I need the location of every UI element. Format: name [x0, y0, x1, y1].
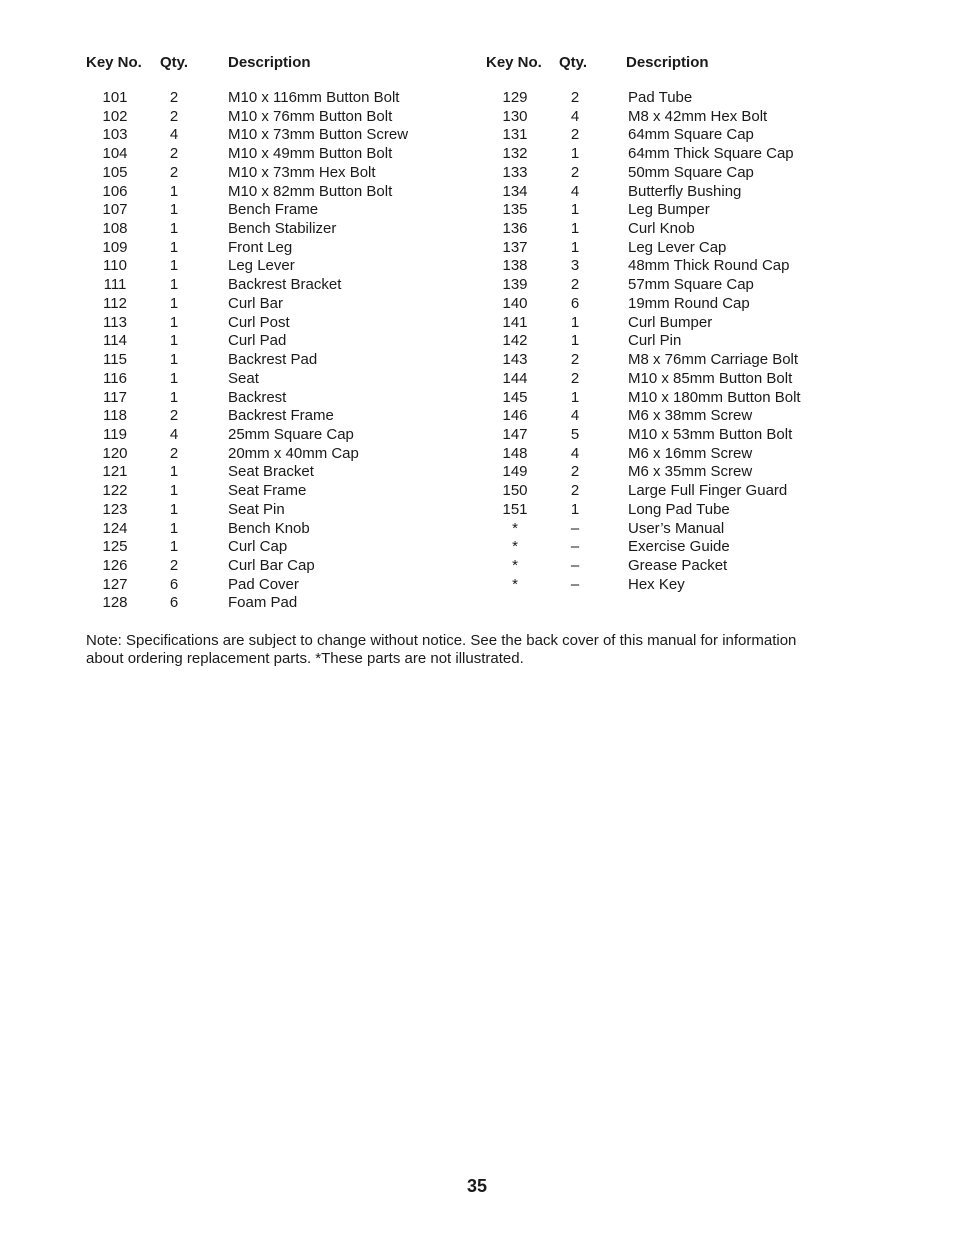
qty-cell: 1	[169, 482, 179, 500]
qty-cell: 1	[570, 313, 580, 331]
description-cell: Leg Lever Cap	[628, 238, 727, 256]
key-no-cell: 125	[102, 538, 128, 556]
key-no-cell: 109	[102, 238, 128, 256]
qty-cell: 6	[169, 594, 179, 612]
description-cell: Bench Knob	[228, 519, 310, 537]
qty-cell: 2	[169, 407, 179, 425]
key-no-cell: 108	[102, 220, 128, 238]
table-row	[86, 108, 486, 127]
description-cell: Curl Bar	[228, 294, 284, 312]
qty-cell: 1	[169, 201, 179, 219]
table-row	[86, 407, 486, 426]
table-row	[486, 501, 886, 520]
qty-cell: 2	[570, 351, 580, 369]
table-row	[486, 351, 886, 370]
qty-cell: 4	[169, 425, 179, 443]
table-row	[486, 426, 886, 445]
header-key-no: Key No.	[86, 54, 142, 71]
qty-cell: 2	[169, 163, 179, 181]
key-no-cell: 113	[103, 313, 127, 331]
table-row	[86, 201, 486, 220]
description-cell: Curl Pad	[228, 332, 287, 350]
table-row	[86, 426, 486, 445]
qty-cell: 2	[570, 126, 580, 144]
key-no-cell: 126	[102, 556, 128, 574]
key-no-cell: 122	[102, 482, 128, 500]
description-cell: Curl Pin	[628, 332, 682, 350]
table-row	[486, 145, 886, 164]
table-row	[86, 126, 486, 145]
table-row	[86, 389, 486, 408]
qty-cell: 6	[169, 575, 179, 593]
description-cell: M6 x 35mm Screw	[628, 463, 753, 481]
qty-cell: 1	[169, 519, 179, 537]
description-cell: 19mm Round Cap	[628, 294, 750, 312]
note-line-1: Note: Specifications are subject to change without notice. See the back cover of this manual for information	[86, 632, 797, 649]
key-no-cell: *	[512, 538, 518, 556]
table-row	[86, 145, 486, 164]
table-row	[86, 594, 486, 613]
key-no-cell: 135	[502, 201, 528, 219]
parts-list-left	[86, 54, 486, 612]
key-no-cell: 131	[502, 126, 528, 144]
description-cell: Leg Lever	[228, 257, 295, 275]
qty-cell: 2	[169, 89, 179, 106]
description-cell: M10 x 73mm Button Screw	[228, 126, 409, 144]
table-row	[86, 257, 486, 276]
qty-cell: 6	[570, 294, 580, 312]
key-no-cell: 133	[502, 163, 528, 181]
key-no-cell: 132	[502, 145, 528, 163]
table-row	[486, 482, 886, 501]
qty-cell: 2	[570, 276, 580, 294]
table-row	[86, 370, 486, 389]
qty-cell: 1	[169, 220, 179, 238]
description-cell: User’s Manual	[628, 519, 725, 537]
header-description: Description	[626, 54, 709, 71]
table-row	[486, 314, 886, 333]
key-no-cell: 106	[102, 182, 128, 200]
description-cell: 25mm Square Cap	[228, 425, 354, 443]
key-no-cell: 127	[102, 575, 128, 593]
key-no-cell: 136	[502, 220, 528, 238]
key-no-cell: 149	[502, 463, 528, 481]
description-cell: Curl Bar Cap	[228, 556, 315, 574]
description-cell: M10 x 76mm Button Bolt	[228, 107, 393, 125]
header-key-no: Key No.	[486, 54, 542, 71]
qty-cell: 1	[570, 388, 580, 406]
qty-cell: 3	[570, 257, 580, 275]
page-number: 35	[466, 1176, 488, 1196]
key-no-cell: 102	[102, 107, 128, 125]
description-cell: M8 x 76mm Carriage Bolt	[628, 351, 799, 369]
header-qty: Qty.	[160, 54, 189, 71]
key-no-cell: 120	[102, 444, 128, 462]
table-row	[486, 463, 886, 482]
key-no-cell: 148	[502, 444, 528, 462]
description-cell: Exercise Guide	[628, 538, 730, 556]
table-row	[486, 239, 886, 258]
parts-list-right	[486, 54, 886, 593]
header-description: Description	[228, 54, 311, 71]
qty-cell: 1	[169, 182, 179, 200]
qty-cell: 2	[169, 444, 179, 462]
table-row	[486, 220, 886, 239]
description-cell: Leg Bumper	[628, 201, 710, 219]
table-row	[486, 89, 886, 108]
table-row	[86, 538, 486, 557]
description-cell: M8 x 42mm Hex Bolt	[628, 107, 768, 125]
key-no-cell: 145	[502, 388, 528, 406]
key-no-cell: 123	[102, 500, 128, 518]
qty-cell: 1	[169, 238, 179, 256]
qty-cell: 4	[570, 107, 580, 125]
description-cell: Backrest Bracket	[228, 276, 342, 294]
key-no-cell: 140	[502, 294, 528, 312]
description-cell: Butterfly Bushing	[628, 182, 742, 200]
key-no-cell: 134	[502, 182, 528, 200]
description-cell: Seat Bracket	[228, 463, 314, 481]
key-no-cell: 130	[502, 107, 528, 125]
table-row	[486, 332, 886, 351]
key-no-cell: 119	[103, 425, 127, 443]
table-row	[86, 164, 486, 183]
description-cell: Curl Cap	[228, 538, 288, 556]
key-no-cell: 124	[102, 519, 128, 537]
qty-cell: 4	[570, 182, 580, 200]
description-cell: Backrest Pad	[228, 351, 318, 369]
table-row	[486, 370, 886, 389]
qty-cell: –	[570, 556, 580, 574]
description-cell: Curl Post	[228, 313, 290, 331]
table-row	[486, 164, 886, 183]
header-qty: Qty.	[559, 54, 588, 71]
table-row	[486, 389, 886, 408]
qty-cell: –	[570, 575, 580, 593]
qty-cell: 1	[570, 500, 580, 518]
qty-cell: 1	[169, 500, 179, 518]
qty-cell: 1	[169, 369, 179, 387]
description-cell: 20mm x 40mm Cap	[228, 444, 359, 462]
table-row	[86, 501, 486, 520]
table-row	[486, 183, 886, 202]
qty-cell: 1	[570, 332, 580, 350]
table-row	[486, 520, 886, 539]
table-row	[86, 557, 486, 576]
key-no-cell: 116	[103, 369, 127, 387]
description-cell: Seat Pin	[228, 500, 285, 518]
key-no-cell: 115	[103, 351, 127, 369]
qty-cell: 1	[570, 201, 580, 219]
qty-cell: –	[570, 538, 580, 556]
qty-cell: 2	[570, 482, 580, 500]
qty-cell: 2	[570, 163, 580, 181]
key-no-cell: 129	[502, 89, 528, 106]
column-headers-right	[486, 54, 886, 74]
column-headers-left	[86, 54, 486, 74]
qty-cell: 1	[169, 388, 179, 406]
key-no-cell: *	[512, 556, 518, 574]
key-no-cell: 107	[102, 201, 128, 219]
description-cell: Large Full Finger Guard	[628, 482, 788, 500]
table-row	[486, 445, 886, 464]
table-row	[86, 89, 486, 108]
table-row	[86, 183, 486, 202]
key-no-cell: 110	[103, 257, 127, 275]
key-no-cell: 121	[102, 463, 128, 481]
key-no-cell: 117	[103, 388, 127, 406]
key-no-cell: 103	[102, 126, 128, 144]
description-cell: 48mm Thick Round Cap	[628, 257, 790, 275]
description-cell: 64mm Thick Square Cap	[628, 145, 794, 163]
qty-cell: 2	[570, 463, 580, 481]
qty-cell: 4	[570, 444, 580, 462]
qty-cell: 2	[169, 145, 179, 163]
description-cell: M10 x 85mm Button Bolt	[628, 369, 793, 387]
table-row	[486, 257, 886, 276]
table-row	[486, 538, 886, 557]
description-cell: Bench Frame	[228, 201, 319, 219]
key-no-cell: 151	[502, 500, 528, 518]
key-no-cell: 143	[502, 351, 528, 369]
key-no-cell: 144	[502, 369, 528, 387]
parts-rows-left	[86, 89, 486, 613]
table-row	[486, 108, 886, 127]
table-row	[86, 295, 486, 314]
description-cell: Pad Cover	[228, 575, 299, 593]
description-cell: M10 x 53mm Button Bolt	[628, 425, 793, 443]
table-row	[86, 239, 486, 258]
qty-cell: 1	[169, 294, 179, 312]
table-row	[486, 576, 886, 595]
qty-cell: 2	[570, 89, 580, 106]
note-line-2: about ordering replacement parts. *These parts are not illustrated.	[86, 650, 524, 667]
table-row	[86, 351, 486, 370]
description-cell: Backrest	[228, 388, 287, 406]
description-cell: Bench Stabilizer	[228, 220, 337, 238]
qty-cell: 4	[169, 126, 179, 144]
key-no-cell: 128	[102, 594, 128, 612]
qty-cell: 1	[169, 257, 179, 275]
description-cell: M10 x 116mm Button Bolt	[228, 89, 400, 106]
description-cell: Backrest Frame	[228, 407, 334, 425]
description-cell: Long Pad Tube	[628, 500, 730, 518]
key-no-cell: 142	[502, 332, 528, 350]
table-row	[486, 295, 886, 314]
qty-cell: 2	[169, 556, 179, 574]
description-cell: 57mm Square Cap	[628, 276, 754, 294]
description-cell: 50mm Square Cap	[628, 163, 754, 181]
table-row	[486, 276, 886, 295]
table-row	[86, 520, 486, 539]
key-no-cell: 105	[102, 163, 128, 181]
description-cell: Pad Tube	[628, 89, 693, 106]
qty-cell: 1	[169, 463, 179, 481]
qty-cell: 1	[570, 238, 580, 256]
table-row	[486, 407, 886, 426]
key-no-cell: 147	[502, 425, 528, 443]
table-row	[86, 276, 486, 295]
key-no-cell: 141	[502, 313, 528, 331]
key-no-cell: *	[512, 519, 518, 537]
description-cell: M6 x 16mm Screw	[628, 444, 753, 462]
table-row	[486, 126, 886, 145]
table-row	[86, 332, 486, 351]
qty-cell: 1	[169, 351, 179, 369]
note-paragraph	[86, 632, 866, 668]
key-no-cell: 139	[502, 276, 528, 294]
description-cell: M10 x 73mm Hex Bolt	[228, 163, 376, 181]
description-cell: M10 x 82mm Button Bolt	[228, 182, 393, 200]
qty-cell: 1	[570, 220, 580, 238]
description-cell: Seat	[228, 369, 259, 387]
qty-cell: 4	[570, 407, 580, 425]
key-no-cell: 104	[102, 145, 128, 163]
key-no-cell: 111	[103, 276, 127, 294]
qty-cell: –	[570, 519, 580, 537]
key-no-cell: 114	[103, 332, 127, 350]
table-row	[86, 220, 486, 239]
key-no-cell: 146	[502, 407, 528, 425]
qty-cell: 1	[169, 313, 179, 331]
table-row	[86, 445, 486, 464]
qty-cell: 1	[169, 276, 179, 294]
qty-cell: 5	[570, 425, 580, 443]
description-cell: Seat Frame	[228, 482, 307, 500]
table-row	[86, 576, 486, 595]
description-cell: Curl Bumper	[628, 313, 713, 331]
description-cell: Grease Packet	[628, 556, 728, 574]
key-no-cell: 138	[502, 257, 528, 275]
table-row	[486, 557, 886, 576]
description-cell: Hex Key	[628, 575, 685, 593]
description-cell: Foam Pad	[228, 594, 298, 612]
qty-cell: 1	[169, 538, 179, 556]
key-no-cell: *	[512, 575, 518, 593]
qty-cell: 1	[570, 145, 580, 163]
table-row	[86, 314, 486, 333]
key-no-cell: 101	[102, 89, 128, 106]
description-cell: 64mm Square Cap	[628, 126, 754, 144]
table-row	[486, 201, 886, 220]
table-row	[86, 482, 486, 501]
description-cell: M6 x 38mm Screw	[628, 407, 753, 425]
key-no-cell: 137	[502, 238, 528, 256]
description-cell: Front Leg	[228, 238, 293, 256]
qty-cell: 2	[169, 107, 179, 125]
key-no-cell: 112	[103, 294, 127, 312]
key-no-cell: 150	[502, 482, 528, 500]
parts-rows-right	[486, 89, 886, 594]
qty-cell: 2	[570, 369, 580, 387]
table-row	[86, 463, 486, 482]
description-cell: M10 x 49mm Button Bolt	[228, 145, 393, 163]
description-cell: Curl Knob	[628, 220, 695, 238]
qty-cell: 1	[169, 332, 179, 350]
description-cell: M10 x 180mm Button Bolt	[628, 388, 801, 406]
key-no-cell: 118	[103, 407, 127, 425]
